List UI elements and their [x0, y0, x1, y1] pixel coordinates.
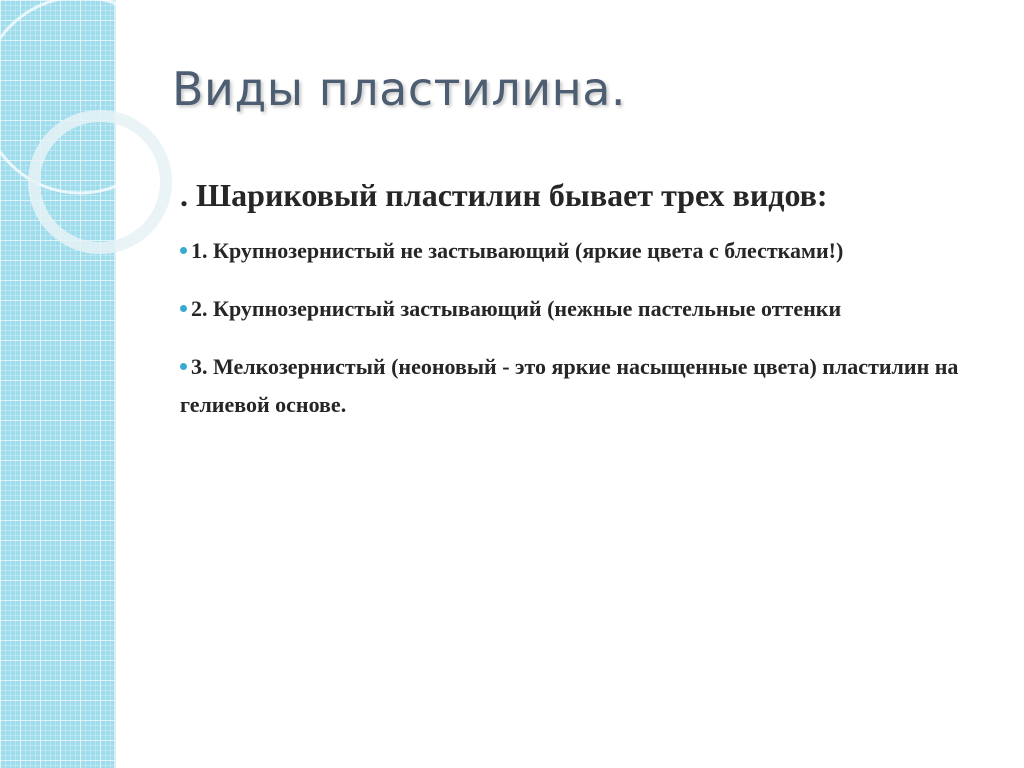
list-item — [180, 290, 1000, 328]
slide-title: Виды пластилина. — [172, 62, 627, 116]
bullet-icon — [180, 247, 187, 254]
content-area — [180, 172, 1000, 444]
decorative-rings — [0, 0, 200, 260]
intro-text: . Шариковый пластилин бывает трех видов: — [180, 177, 828, 213]
large-ring — [0, 0, 178, 193]
list-item — [180, 348, 1000, 424]
small-ring — [34, 116, 166, 248]
list-item-text: 3. Мелкозернистый (неоновый - это яркие насыщенные цвета) пластилин на гелиевой основе. — [180, 354, 959, 417]
bullet-icon — [180, 305, 187, 312]
bullet-icon — [180, 363, 187, 370]
list-item-text: 2. Крупнозернистый застывающий (нежные пастельные оттенки — [191, 296, 842, 321]
list-item — [180, 232, 1000, 270]
list-item-text: 1. Крупнозернистый не застывающий (яркие цвета с блестками!) — [191, 238, 844, 263]
